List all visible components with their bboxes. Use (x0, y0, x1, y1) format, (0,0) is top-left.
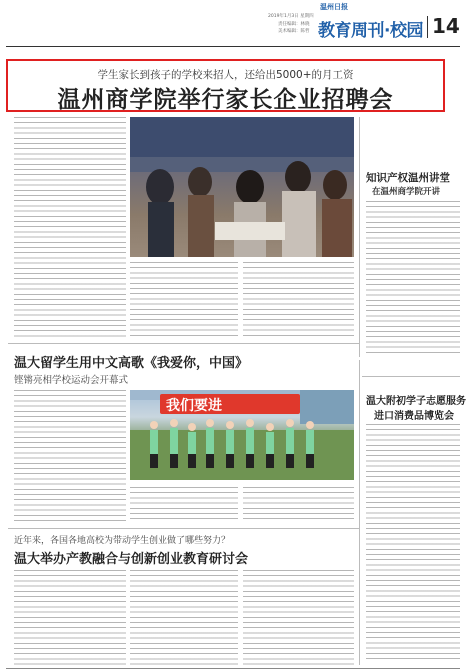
job-fair-illustration (130, 117, 354, 257)
side-divider-top (359, 117, 360, 357)
side-mid-headline-2: 进口消费品博览会 (374, 411, 454, 422)
masthead-rule (6, 46, 460, 47)
story2-subtitle: 铿锵亮相学校运动会开幕式 (14, 375, 129, 386)
bottom-rule (6, 668, 460, 669)
side-top-headline-1: 知识产权温州讲堂 (366, 172, 450, 184)
brand-top: 温州日报 (320, 3, 348, 11)
story2-headline: 温大留学生用中文高歌《我爱你，中国》 (14, 356, 249, 371)
story2-body-text-col-3 (243, 487, 354, 523)
side-divider-mid (359, 360, 360, 665)
lead-headline: 温州商学院举行家长企业招聘会 (57, 87, 394, 113)
lead-photo-job-fair (130, 117, 354, 257)
story3-headline: 温大举办产教融合与创新创业教育研讨会 (14, 552, 249, 567)
side-section-divider (362, 376, 460, 377)
story3-subtitle: 近年来，各国各地高校为带动学生创业做了哪些努力？ (14, 536, 231, 546)
story3-body-text-col-2 (130, 570, 238, 665)
side-mid-headline-1: 温大附初学子志愿服务 (366, 396, 466, 407)
story2-photo-sports-opening (130, 390, 354, 480)
lead-headline-frame (6, 59, 445, 112)
side-mid-body-text (366, 424, 460, 660)
editor-line-1: 责任编辑：林晓 (278, 22, 310, 27)
banner-text: 我们要进 (166, 398, 222, 414)
section-divider-2 (8, 528, 360, 529)
section-divider-1 (8, 343, 360, 344)
side-top-headline-2: 在温州商学院开讲 (372, 187, 441, 197)
lead-subtitle: 学生家长到孩子的学校来招人，还给出5000+的月工资 (97, 69, 354, 81)
lead-body-text-col-2 (130, 262, 238, 338)
date-line: 2019年1月3日 星期四 (268, 14, 314, 19)
story2-body-text-col-2 (130, 487, 238, 523)
story3-body-text-col-1 (14, 570, 126, 665)
story2-body-text-col-1 (14, 390, 126, 523)
lead-body-text-col-1 (14, 117, 126, 338)
side-top-body-text (366, 201, 460, 357)
page-number: 14 (432, 14, 460, 38)
editor-line-2: 美术编辑：陈哲 (278, 29, 310, 34)
lead-body-text-col-3 (243, 262, 354, 338)
sports-opening-illustration (130, 390, 354, 480)
story3-body-text-col-3 (243, 570, 354, 665)
masthead (0, 0, 466, 58)
page-number-divider (427, 16, 428, 38)
section-title: 教育周刊·校园 (318, 21, 423, 41)
